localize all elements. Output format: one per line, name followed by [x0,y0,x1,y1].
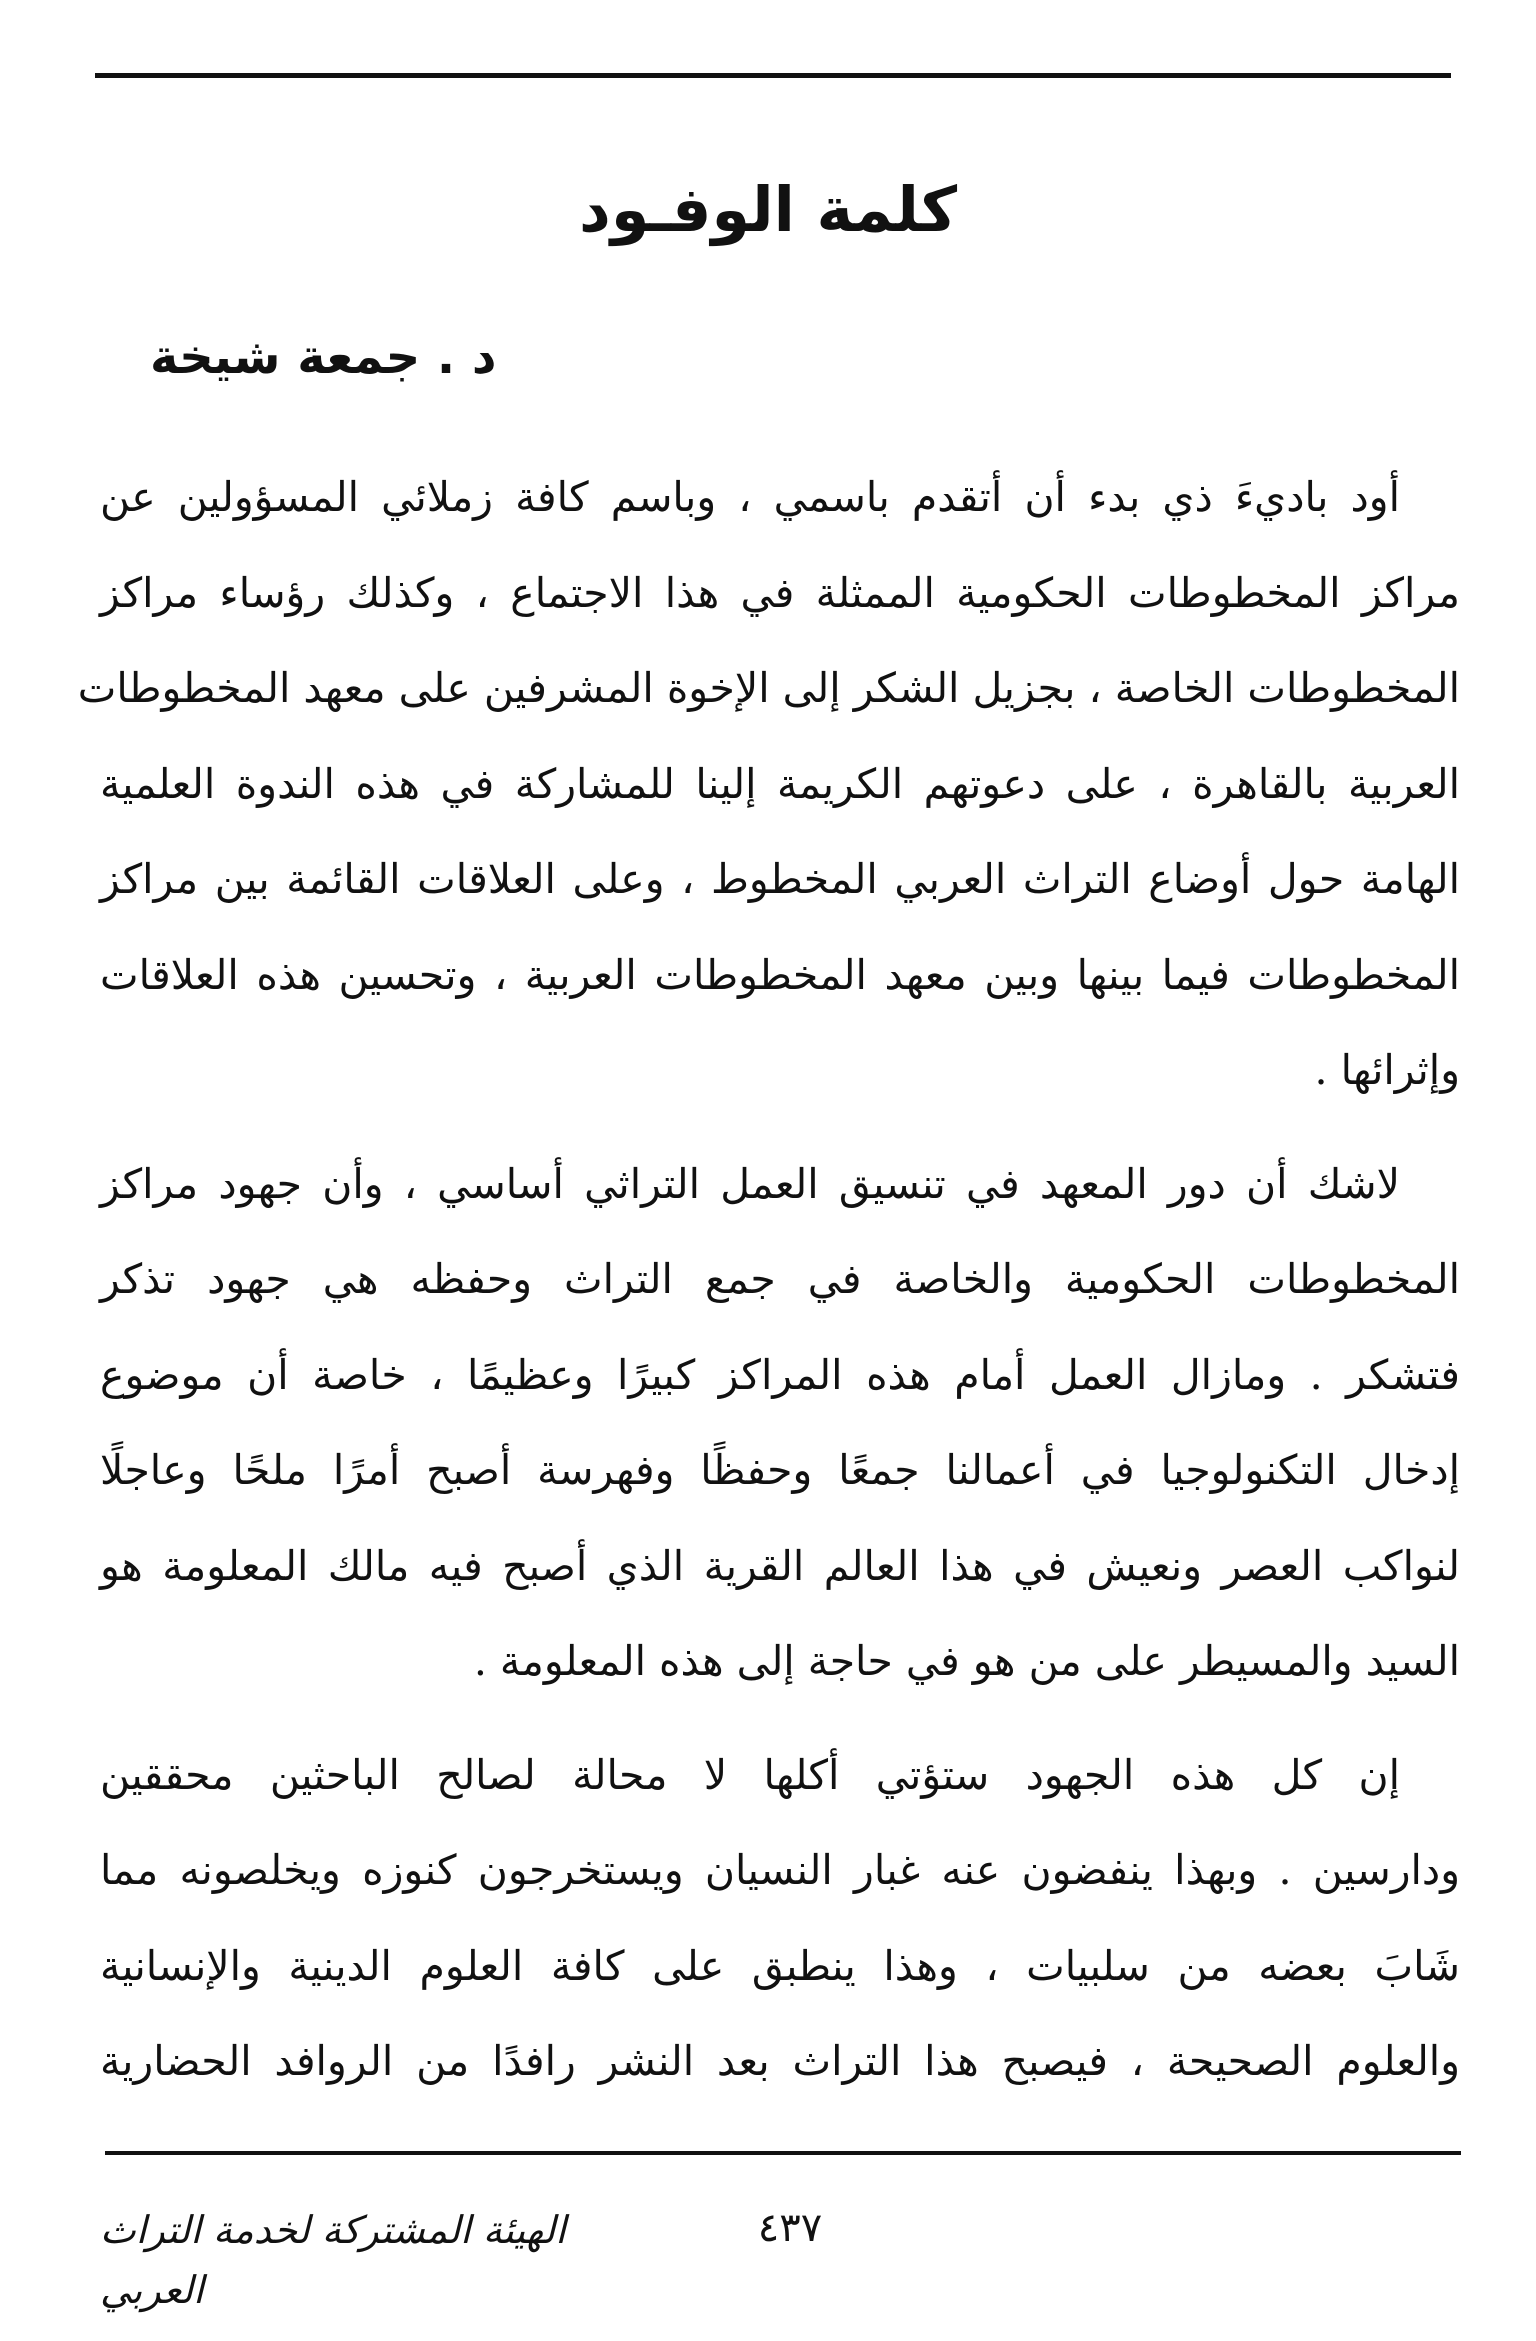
paragraph-line: الهامة حول أوضاع التراث العربي المخطوط ، وعلى العلاقات القائمة بين مراكز [100,855,1460,903]
paragraph-line: مراكز المخطوطات الحكومية الممثلة في هذا الاجتماع ، وكذلك رؤساء مراكز [100,568,1460,617]
paragraph-line: أود باديءَ ذي بدء أن أتقدم باسمي ، وباسم كافة زملائي المسؤولين عن [100,473,1400,521]
paragraph-line: ودارسين . وبهذا ينفضون عنه غبار النسيان ويستخرجون كنوزه ويخلصونه مما [100,1846,1460,1894]
paragraph-line: السيد والمسيطر على من هو في حاجة إلى هذه المعلومة . [473,1637,1460,1685]
author-name: د . جمعة شيخة [150,329,497,385]
page-number: ٤٣٧ [757,2205,823,2251]
footer-journal-name: الهيئة المشتركة لخدمة التراث العربي [100,2208,566,2312]
paragraph-line: العربية بالقاهرة ، على دعوتهم الكريمة إلينا للمشاركة في هذه الندوة العلمية [100,759,1460,808]
paragraph-line: إن كل هذه الجهود ستؤتي أكلها لا محالة لصالح الباحثين محققين [100,1750,1400,1799]
article-body [77,450,1460,2110]
paragraph-line: شَابَ بعضه من سلبيات ، وهذا ينطبق على كافة العلوم الدينية والإنسانية [100,1941,1460,1990]
paragraph-line: فتشكر . ومازال العمل أمام هذه المراكز كبيرًا وعظيمًا ، خاصة أن موضوع [100,1350,1460,1399]
paragraph-line: إدخال التكنولوجيا في أعمالنا جمعًا وحفظًا وفهرسة أصبح أمرًا ملحًا وعاجلًا [100,1446,1460,1494]
paragraph-line: والعلوم الصحيحة ، فيصبح هذا التراث بعد النشر رافدًا من الروافد الحضارية [100,2037,1460,2085]
paragraph-line: لاشك أن دور المعهد في تنسيق العمل التراثي أساسي ، وأن جهود مراكز [100,1159,1400,1208]
paragraph-1 [77,450,1460,1119]
paragraph-line: المخطوطات الخاصة ، بجزيل الشكر إلى الإخوة المشرفين على معهد المخطوطات [77,664,1460,712]
paragraph-line: المخطوطات فيما بينها وبين معهد المخطوطات العربية ، وتحسين هذه العلاقات [100,950,1460,999]
paragraph-line: وإثرائها . [1314,1046,1460,1094]
bottom-rule [105,2151,1461,2155]
paragraph-line: لنواكب العصر ونعيش في هذا العالم القرية الذي أصبح فيه مالك المعلومة هو [100,1541,1460,1590]
paragraph-line: المخطوطات الحكومية والخاصة في جمع التراث وحفظه هي جهود تذكر [100,1255,1460,1303]
page-title: كلمة الوفـود [579,173,957,246]
paragraph-3 [100,1728,1460,2110]
paragraph-2 [100,1137,1460,1710]
top-rule [95,73,1451,78]
